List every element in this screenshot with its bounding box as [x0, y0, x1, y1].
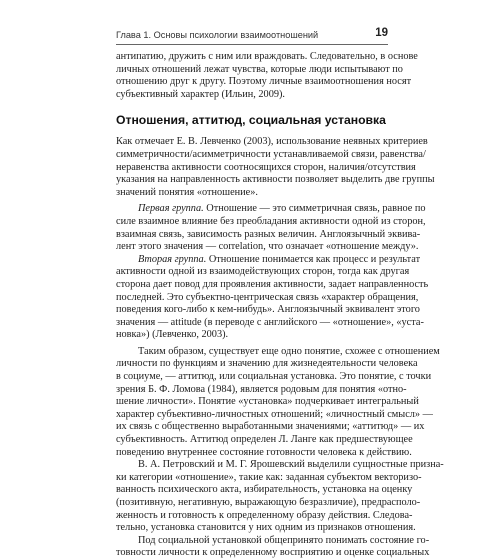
text-line: лент этого значения — correlation, что означает «отношение между». — [116, 241, 419, 253]
text-line: шение личности». Понятие «установка» подчеркивает интегральный — [116, 396, 419, 408]
text-line: силе взаимное влияние без преобладания активности одной из сторон, — [116, 215, 426, 227]
text-line: В. А. Петровский и М. Г. Ярошевский выделили сущностные призна- — [138, 459, 444, 471]
text-line — [116, 253, 421, 267]
text-line: отношению друг к другу. Поэтому личные взаимоотношения носят — [116, 76, 412, 88]
text-line: в социуме, — аттитюд, или социальная установка. Это понятие, с точки — [116, 371, 432, 383]
text-line: субъективность. Аттитюд определен Л. Ланге как предшествующее — [116, 434, 413, 446]
text-span: Отношение понимается как процесс и результат — [206, 253, 421, 265]
text-line: поведения кого-либо к кем-нибудь». Англоязычный эквивалент этого — [116, 304, 420, 316]
text-line: значений понятия «отношение». — [116, 186, 258, 198]
text-line: ки категории «отношение», такие как: заданная субъектом векторизо- — [116, 471, 422, 483]
paragraph-attitude — [116, 345, 440, 459]
text-line: ванность психического акта, избирательность, установка на оценку — [116, 484, 413, 496]
text-line: тельно, установка становится у них одним из признаков отношения. — [116, 522, 416, 534]
body-text — [116, 51, 444, 560]
text-line: Как отмечает Е. В. Левченко (2003), использование неявных критериев — [116, 136, 428, 148]
page-number: 19 — [375, 27, 388, 39]
text-line: Таким образом, существует еще одно понятие, схожее с отношением — [138, 345, 440, 357]
section-title: Отношения, аттитюд, социальная установка — [116, 113, 386, 128]
text-line: характер субъективно-личностных отношений; «личностный смысл» — — [116, 408, 433, 420]
text-line: активности одной из взаимодействующих сторон, тогда как другая — [116, 266, 410, 278]
text-line: Под социальной установкой общепринято понимать состояние го- — [138, 534, 430, 546]
text-line: указания на направленность активности позволяет выделить две группы — [116, 174, 435, 186]
text-line: субъективный характер (Ильин, 2009). — [116, 88, 286, 100]
header-rule — [116, 44, 388, 45]
text-line: женность и готовность к определенному образу действия. Следова- — [116, 509, 413, 521]
text-line: личности по функциям и значению для жизнедеятельности человека — [116, 358, 418, 370]
paragraph-levchenko — [116, 136, 435, 199]
text-line: симметричности/асимметричности устанавливаемой связи, равенства/ — [116, 148, 426, 160]
text-line: взаимная связь, зависимость разных величин. Англоязычный эквива- — [116, 228, 421, 240]
paragraph-petrovsky — [116, 459, 444, 535]
text-line: товности личности к определенному восприятию и оценке социальных — [116, 547, 430, 559]
group-lead: Первая группа. — [138, 203, 204, 215]
text-line: антипатию, дружить с ним или враждовать. Следовательно, в основе — [116, 51, 418, 62]
intro-paragraph — [116, 51, 418, 101]
text-span: Отношение — это симметричная связь, равное по — [203, 203, 426, 215]
group-lead: Вторая группа. — [138, 253, 207, 265]
text-line: (позитивную, негативную, выражающую безразличие), предрасполо- — [116, 497, 421, 508]
running-header: Глава 1. Основы психологии взаимоотношений — [116, 30, 319, 40]
text-line: личных отношений лежат чувства, которые люди испытывают по — [116, 63, 403, 75]
paragraph-social-attitude — [116, 534, 430, 560]
text-line: их связь с общественно выработанными значениями; «аттитюд» — их — [116, 421, 425, 433]
text-line: поведению внутреннее состояние готовности человека к действию. — [116, 446, 412, 458]
text-line: неравенства активности соотносящихся сторон, наличия/отсутствия — [116, 161, 416, 173]
text-line: последней. Это субъектно-центрическая связь «характер обращения, — [116, 291, 419, 303]
text-line: значения — attitude (в переводе с английского — «отношение», «уста- — [116, 316, 424, 328]
paragraph-first-group — [116, 203, 426, 253]
text-line: новка») (Левченко, 2003). — [116, 329, 229, 341]
text-line: сторона дает повод для проявления активности, задает направленность — [116, 278, 429, 290]
text-line — [116, 203, 426, 216]
paragraph-second-group — [116, 253, 429, 342]
text-line: зрения Б. Ф. Ломова (1984), является родовым для понятия «отно- — [116, 383, 407, 395]
